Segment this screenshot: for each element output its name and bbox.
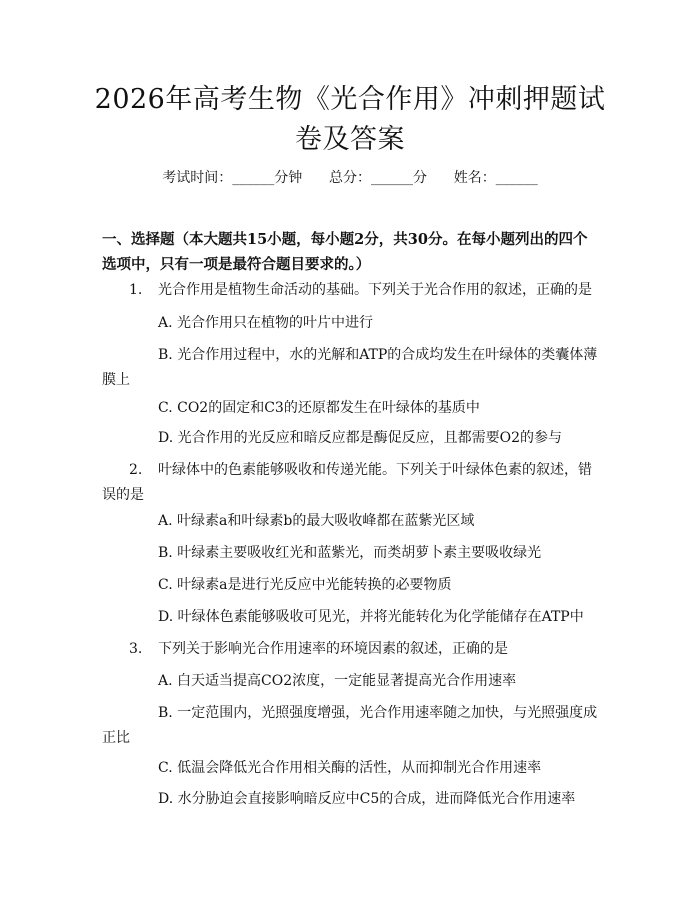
question-1 [102, 278, 600, 303]
question-1-option-a: A. 光合作用只在植物的叶片中进行 [158, 315, 374, 331]
question-1-option-d: D. 光合作用的光反应和暗反应都是酶促反应，且都需要O2的参与 [158, 430, 563, 446]
page-title: 2026年高考生物《光合作用》冲刺押题试卷及答案 [94, 84, 606, 155]
question-2-option-a: A. 叶绿素a和叶绿素b的最大吸收峰都在蓝紫光区域 [158, 513, 475, 529]
question-stem: 光合作用是植物生命活动的基础。下列关于光合作用的叙述，正确的是 [158, 282, 592, 298]
question-3-option-c: C. 低温会降低光合作用相关酶的活性，从而抑制光合作用速率 [158, 760, 542, 776]
question-1-option-b: B. 光合作用过程中，水的光解和ATP的合成均发生在叶绿体的类囊体薄膜上 [102, 347, 598, 388]
question-2-option-c: C. 叶绿素a是进行光反应中光能转换的必要物质 [158, 577, 452, 593]
question-1-option-c: C. CO2的固定和C3的还原都发生在叶绿体的基质中 [158, 400, 480, 416]
question-2-option-b: B. 叶绿素主要吸收红光和蓝紫光，而类胡萝卜素主要吸收绿光 [158, 545, 542, 561]
question-3-option-a: A. 白天适当提高CO2浓度，一定能显著提高光合作用速率 [158, 673, 517, 689]
question-2-option-d: D. 叶绿体色素能够吸收可见光，并将光能转化为化学能储存在ATP中 [158, 609, 584, 625]
question-stem: 叶绿体中的色素能够吸收和传递光能。下列关于叶绿体色素的叙述，错误的是 [102, 462, 592, 503]
question-number: 1. [129, 282, 143, 298]
question-number: 3. [129, 641, 143, 657]
question-3-option-b: B. 一定范围内，光照强度增强，光合作用速率随之加快，与光照强度成正比 [102, 705, 598, 746]
question-2 [102, 458, 600, 508]
question-stem: 下列关于影响光合作用速率的环境因素的叙述，正确的是 [158, 641, 508, 657]
question-number: 2. [129, 462, 143, 478]
question-3 [102, 637, 600, 662]
question-3-option-d: D. 水分胁迫会直接影响暗反应中C5的合成，进而降低光合作用速率 [158, 791, 576, 807]
section-heading: 一、选择题（本大题共15小题，每小题2分，共30分。在每小题列出的四个选项中，只有一项是最符合题目要求的。） [102, 231, 588, 273]
exam-meta-line: 考试时间：______分钟 总分：______分 姓名：______ [162, 170, 538, 186]
